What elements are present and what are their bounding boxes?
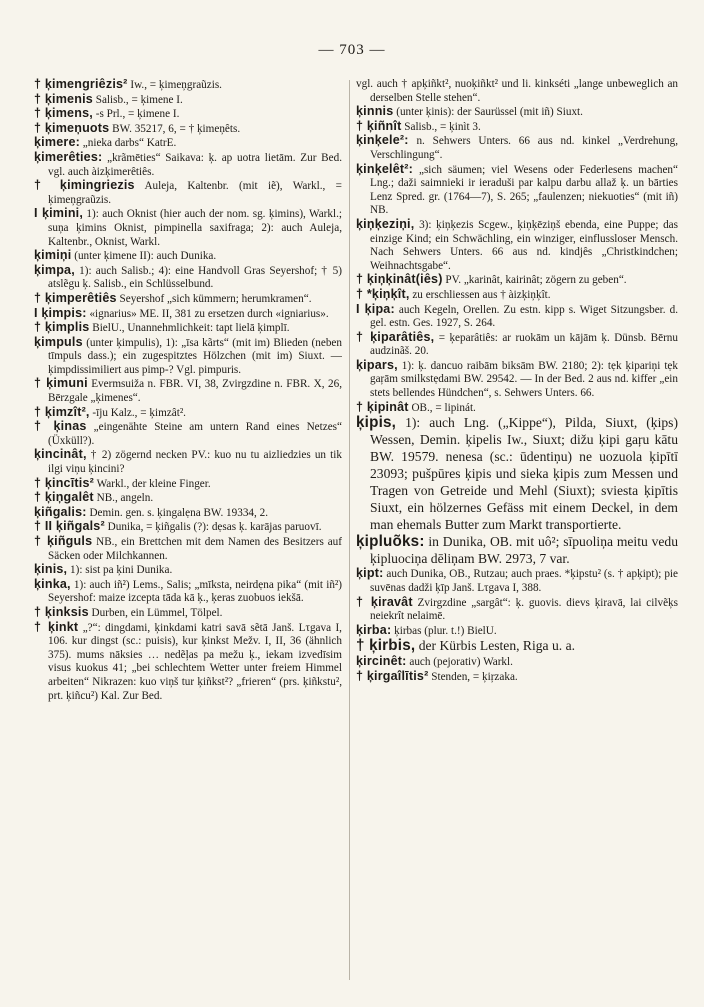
entry-text: 1): auch iñ²) Lems., Salis; „mīksta, neirdẹna pika“ (mit iñ²) Seyershof: maize izcepta tāda kā ķ., ķeras zuobuos iekšā.: [48, 578, 342, 605]
dictionary-entry: [356, 161, 678, 218]
dictionary-entry: [34, 206, 342, 249]
dictionary-entry: [34, 604, 342, 621]
entry-text: „eingenähte Steine am untern Rand eines Netzes“ (Üxküll?).: [48, 421, 342, 447]
dictionary-entry: [34, 320, 342, 336]
entry-headword: ķimpa,: [34, 262, 75, 277]
dictionary-entry: [34, 619, 342, 704]
entry-text: «ignarius» ME. II, 381 zu ersetzen durch «igniarius».: [86, 307, 329, 320]
entry-headword: † ķiñnît: [356, 118, 402, 133]
entry-headword: ķircinêt:: [356, 654, 407, 669]
entry-headword: † ķimplis: [34, 320, 90, 335]
entry-headword: † ķimenis: [34, 91, 93, 106]
dictionary-entry: [34, 78, 342, 93]
entry-headword: ķimere:: [34, 135, 80, 150]
entry-headword: † ķinas: [34, 419, 87, 434]
entry-text: auch (pejorativ) Warkl.: [406, 656, 513, 669]
dictionary-entry: [356, 654, 678, 670]
entry-text: Dunika, = ķiñgalis (?): dẹsas ķ. karājas paruovī.: [104, 521, 322, 534]
entry-text: „sich säumen; viel Wesens oder Federlesens machen“ Lng.; daži saimnieki ir ieraduši par kalpu darbu allaž ķ. un bārties Lenz Spred. gr. (1764—7), S. 265; „faulenzen; niekuoties“ (mit iñ) NB.: [370, 163, 678, 217]
entry-headword: † *ķiņķît,: [356, 286, 410, 301]
dictionary-entry: [356, 399, 678, 416]
entry-headword: I ķipa:: [356, 301, 395, 316]
dictionary-entry: [34, 120, 342, 137]
entry-text: „krãmēties“ Saikava: ķ. ap uotra lietām. Zur Bed. vgl. auch àizķimerêtiês.: [48, 151, 342, 178]
entry-text: in Dunika, OB. mit uô²; sīpuoliņa meitu vedu ķipluociņa dēliņam BW. 2973, 7 var.: [370, 533, 678, 566]
dictionary-entry: [356, 622, 678, 639]
entry-text: -s Prl., = ķimene I.: [92, 108, 180, 121]
entry-headword: † ķinkt: [34, 619, 79, 634]
entry-text: Iw., = ķimeņgraũzis.: [127, 79, 222, 91]
entry-text: (unter ķinis): der Saurüssel (mit iñ) Siuxt.: [393, 106, 583, 119]
entry-headword: † ķirbis,: [356, 637, 416, 655]
dictionary-entry: [356, 301, 678, 331]
dictionary-entry: [356, 104, 678, 120]
entry-headword: † ķimuni: [34, 376, 88, 391]
entry-text: n. Sehwers Unters. 66 aus nd. kinkel „Verdrehung, Verschlingung“.: [370, 135, 678, 161]
entry-headword: ķipt:: [356, 566, 384, 581]
right-column: [356, 78, 678, 977]
column-divider: [349, 80, 350, 980]
dictionary-entry: [34, 135, 342, 151]
entry-headword: † ķipinât: [356, 399, 409, 414]
entry-text: auch Dunika, OB., Rutzau; auch praes. *ķipstu² (s. † apķipt); pie suvēnas dadži ķīp Janš. Lτgava I, 388.: [370, 568, 678, 594]
entry-text: der Kürbis Lesten, Riga u. a.: [415, 638, 576, 654]
dictionary-entry: [356, 637, 678, 655]
entry-headword: † ķimengriêzis²: [34, 78, 128, 91]
dictionary-entry: [356, 78, 678, 105]
dictionary-entry: [34, 305, 342, 322]
entry-text: NB., ein Brettchen mit dem Namen des Besitzers auf Säcken oder Milchkannen.: [48, 536, 342, 562]
entry-headword: † ķiparâtiês,: [356, 329, 435, 344]
entry-text: Seyershof „sich kümmern; herumkramen“.: [116, 292, 312, 305]
entry-text: zu erschliessen aus † àizķiņķît.: [409, 288, 551, 301]
dictionary-entry: [34, 562, 342, 578]
dictionary-entry: [34, 334, 342, 378]
entry-headword: † II ķiñgals²: [34, 519, 105, 534]
entry-headword: † ķirgaîlītis²: [356, 668, 429, 683]
dictionary-entry: [356, 532, 678, 568]
dictionary-entry: [34, 419, 342, 448]
entry-text: Auleja, Kaltenbr. (mit iẽ), Warkl., = ķimeņgraũzis.: [48, 180, 342, 206]
entry-text: NB., angeln.: [93, 492, 154, 505]
dictionary-entry: [34, 504, 342, 521]
entry-headword: ķiņķeziņi,: [356, 216, 415, 231]
dictionary-entry: [356, 414, 678, 533]
entry-text: vgl. auch † apķiñkt², nuoķiñkt² und li. kinkséti „lange unbeweglich an derselben Stelle stehen“.: [356, 78, 678, 104]
dictionary-entry: [34, 534, 342, 563]
entry-text: auch Kegeln, Orellen. Zu estn. kipp s. Wiget Sitzungsber. d. gel. estn. Ges. 1927, S. 264.: [370, 303, 678, 330]
entry-headword: † ķimperêtiês: [34, 290, 117, 305]
entry-text: Demin. gen. s. ķingalẹna BW. 19334, 2.: [86, 506, 268, 519]
entry-headword: ķinķelêt²:: [356, 161, 414, 176]
dictionary-entry: [34, 475, 342, 492]
dictionary-entry: [34, 404, 342, 421]
entry-headword: ķirba:: [356, 622, 392, 637]
dictionary-entry: [34, 290, 342, 307]
dictionary-entry: [356, 118, 678, 135]
dictionary-entry: [34, 576, 342, 606]
entry-text: 1): auch Salisb.; 4): eine Handvoll Gras Seyershof; † 5) atslẽgu ķ. Salisb., ein Schlüsselbund.: [48, 264, 342, 291]
entry-text: Zvirgzdine „sargât“: ķ. guovis. dievs ķiravā, lai cilvẽķs neiekrît nelaimē.: [370, 596, 678, 623]
entry-headword: † ķinksis: [34, 604, 89, 619]
entry-headword: I ķimpis:: [34, 305, 87, 320]
entry-text: 1): ķ. dancuo raibām biksām BW. 2180; 2): tẹk ķipariņi tẹk gaŗām smilkstẹdami BW. 29542. — In der Bed. 2 aus nd. kiffer „ein stets bellendes Hündchen“, s. Sehwers Unters. 66.: [370, 359, 678, 400]
entry-headword: ķipis,: [356, 414, 397, 432]
dictionary-entry: [34, 178, 342, 207]
entry-headword: ķimpuls: [34, 334, 83, 349]
dictionary-entry: [34, 262, 342, 292]
dictionary-entry: [356, 133, 678, 162]
entry-headword: ķipars,: [356, 357, 398, 372]
entry-text: 1): auch Oknist (hier auch der nom. sg. ķimins), Warkl.; suņa ķimins Oknist, pimpinella saxifraga; 2): auch Auleja, Kaltenbr., Oknist, Warkl.: [48, 208, 342, 248]
entry-text: (unter ķimene II): auch Dunika.: [71, 250, 217, 263]
entry-text: 3): ķiņķezis Scgew., ķiņķēziņš ebenda, eine Puppe; das einzige Kind; ein Schwächling, ein winziger, einflussloser Mensch. Nach Sehwers Unters. 66 aus nd. kindjês „Christkindchen; Weihnachtsgabe“.: [370, 218, 678, 272]
entry-headword: † ķimzît²,: [34, 404, 90, 419]
dictionary-entry: [356, 566, 678, 595]
entry-text: † 2) zögernd necken PV.: kuo nu tu aizliedzies un tik ilgi viņu ķincini?: [48, 449, 342, 476]
entry-headword: † ķiņķinât(iês): [356, 272, 443, 287]
dictionary-entry: [356, 272, 678, 288]
entry-text: Stenden, = ķiŗzaka.: [428, 670, 518, 683]
dictionary-entry: [356, 329, 678, 359]
entry-text: 1): sist pa ķini Dunika.: [67, 564, 173, 577]
dictionary-entry: [34, 447, 342, 476]
entry-headword: ķimerêties:: [34, 149, 103, 164]
entry-text: PV. „karinât, kairinât; zögern zu geben“.: [442, 274, 627, 287]
entry-text: „nieka darbs“ KatrE.: [79, 137, 177, 150]
entry-text: Salisb., = ķinìt 3.: [401, 120, 481, 133]
dictionary-entry: [34, 91, 342, 108]
entry-headword: ķipluõks:: [356, 532, 425, 550]
dictionary-entry: [356, 594, 678, 624]
entry-headword: I ķimini,: [34, 206, 84, 221]
entry-headword: † ķimingriezis: [34, 178, 135, 193]
dictionary-entry: [34, 248, 342, 264]
left-column: [34, 78, 342, 977]
dictionary-entry: [356, 668, 678, 685]
entry-text: (unter ķimpulis), 1): „īsa kãrts“ (mit im) Blieden (neben tīmpuls dass.); ein zugespitztes Hölzchen (mit im) Siuxt. — ķimpdissimiliert aus pimp-? Vgl. pimpuris.: [48, 336, 342, 376]
entry-text: -īju Kalz., = ķimzât².: [89, 406, 186, 419]
entry-headword: † ķiñguls: [34, 534, 93, 548]
entry-text: BielU., Unannehmlichkeit: tapt lielā ķimplī.: [89, 322, 290, 335]
entry-headword: ķinķele²:: [356, 133, 409, 148]
entry-headword: ķiñgalis:: [34, 504, 87, 519]
entry-text: 1): auch Lng. („Kippe“), Pilda, Siuxt, (ķips) Wessen, Demin. ķipelis Iw., Siuxt; dižu ķipi gaŗu kātu BW. 19579. nenesa (sc.: ūdentiņu) ne uozuola ķipītī 23093; pušpūres ķipis und sieka ķipis zum Messen und Tragen von Getreide und Mehl (Siuxt); sviesta ķipītis Siuxt, ein hölzernes Gefäss mit einem Deckel, in dem man ehemals Butter zum Markt transportierte.: [370, 415, 678, 532]
entry-headword: ķimiņi: [34, 248, 72, 263]
entry-text: „?“: dingdami, ķinkdami katri savā sẽtā Janš. Lτgava I, 106. kur dingst (sc.: puisis), kur ķinkst Mežv. I, II, 36 (ähnlich 375). mums nāksies … nedẽļas pa mežu ķ., iekam izvedīsim visus kuokus 41; „bei schlechtem Wetter unter freiem Himmel arbeiten“ Nikrazen: kuo viņš tur ķiñkst²? „frieren“ (prs. ķiñkstu², prt. ķiñcu²) Kal. Zur Bed.: [48, 621, 342, 702]
dictionary-entry: [34, 149, 342, 179]
entry-text: ķirbas (plur. t.!) BielU.: [391, 624, 497, 637]
dictionary-entry: [34, 490, 342, 506]
dictionary-entry: [356, 216, 678, 273]
entry-headword: † ķimeņuots: [34, 120, 110, 135]
entry-text: BW. 35217, 6, = † ķimeņêts.: [109, 122, 241, 135]
entry-text: OB., = lipinát.: [408, 401, 476, 414]
entry-headword: † ķimens,: [34, 106, 93, 121]
entry-headword: ķinis,: [34, 562, 68, 577]
dictionary-entry: [34, 376, 342, 405]
entry-headword: † ķiņgalêt: [34, 490, 94, 505]
dictionary-entry: [34, 519, 342, 535]
entry-headword: † ķiravât: [356, 594, 413, 609]
entry-headword: ķinnis: [356, 104, 394, 119]
entry-text: Durben, ein Lümmel, Tölpel.: [88, 606, 223, 619]
page-number: — 703 —: [318, 42, 386, 58]
entry-headword: † ķincītis²: [34, 475, 95, 490]
dictionary-entry: [34, 106, 342, 122]
entry-text: Evermsuiža n. FBR. VI, 38, Zvirgzdine n. FBR. X, 26, Bērzgale „ķimenes“.: [48, 378, 342, 405]
dictionary-entry: [356, 357, 678, 401]
dictionary-entry: [356, 286, 678, 303]
entry-headword: ķincinât,: [34, 447, 87, 462]
entry-text: Warkl., der kleine Finger.: [94, 477, 211, 490]
entry-text: Salisb., = ķimene I.: [92, 93, 183, 106]
entry-headword: ķinka,: [34, 576, 71, 591]
entry-text: = ķeparâtiês: ar ruokām un kājām ķ. Dünsb. Bērnu audzinãš. 20.: [370, 331, 678, 358]
